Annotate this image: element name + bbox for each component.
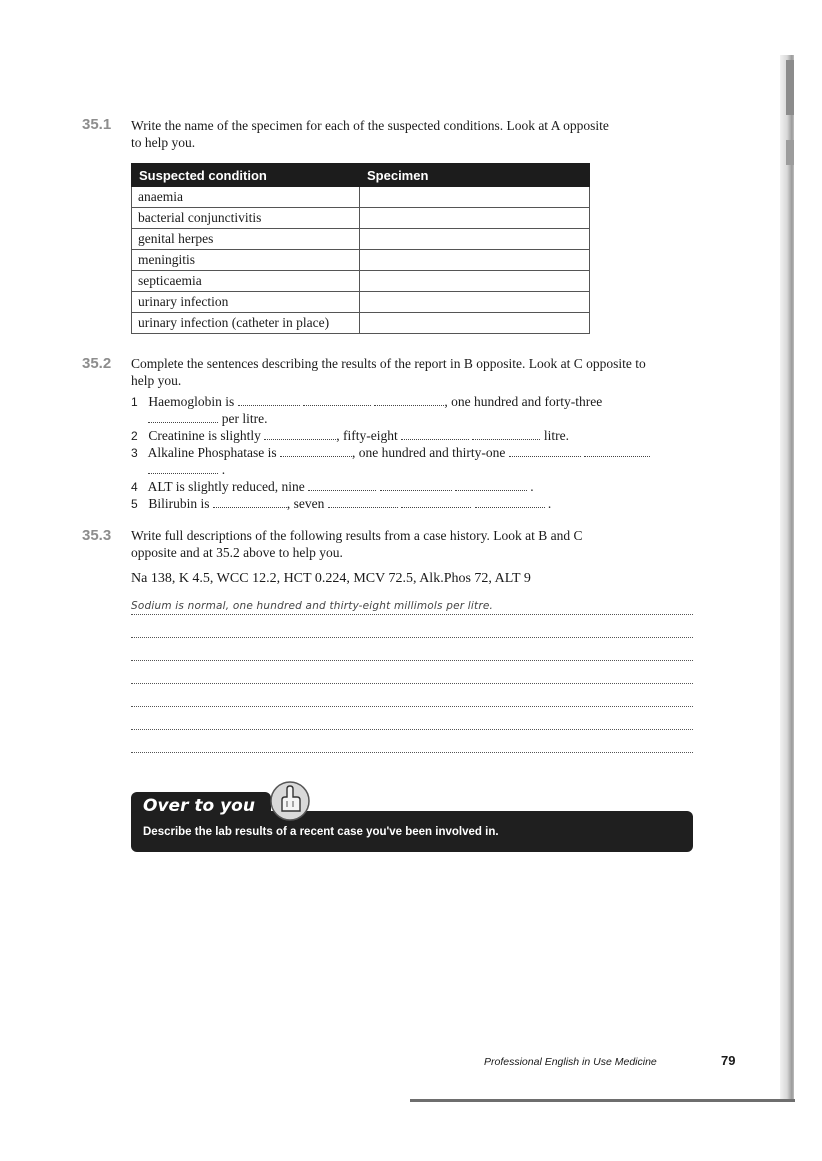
condition-cell: genital herpes — [132, 229, 360, 250]
condition-cell: anaemia — [132, 187, 360, 208]
exercise-instruction — [131, 355, 691, 389]
condition-cell: bacterial conjunctivitis — [132, 208, 360, 229]
sentence-text: litre. — [543, 428, 569, 443]
specimen-table — [131, 163, 590, 334]
instruction-line: Complete the sentences describing the results of the report in B opposite. Look at C opposite to — [131, 356, 646, 371]
condition-cell: urinary infection — [132, 292, 360, 313]
exercise-number: 35.2 — [82, 355, 112, 372]
condition-cell: urinary infection (catheter in place) — [132, 313, 360, 334]
sentence-3-cont — [131, 462, 225, 478]
answer-blank[interactable] — [401, 429, 469, 440]
table-row — [132, 292, 590, 313]
sentence-text: Haemoglobin is — [148, 394, 235, 409]
over-to-you-text: Describe the lab results of a recent case you've been involved in. — [143, 826, 499, 838]
sentence-number: 4 — [131, 480, 138, 494]
specimen-answer-cell[interactable] — [360, 208, 590, 229]
table-row — [132, 271, 590, 292]
answer-blank[interactable] — [308, 480, 376, 491]
sentence-1-cont — [131, 411, 267, 427]
answer-blank[interactable] — [401, 497, 471, 508]
table-row — [132, 250, 590, 271]
answer-line[interactable] — [131, 663, 693, 684]
answer-blank[interactable] — [509, 446, 581, 457]
sentence-text: Creatinine is slightly — [148, 428, 261, 443]
case-results: Na 138, K 4.5, WCC 12.2, HCT 0.224, MCV 72.5, Alk.Phos 72, ALT 9 — [131, 571, 531, 586]
column-header: Suspected condition — [132, 164, 360, 187]
exercise-number: 35.1 — [82, 116, 112, 133]
sentence-number: 3 — [131, 446, 138, 460]
exercise-number: 35.3 — [82, 527, 112, 544]
sentence-number: 1 — [131, 395, 138, 409]
answer-line[interactable] — [131, 617, 693, 638]
page-edge — [780, 55, 794, 1100]
table-header-row — [132, 164, 590, 187]
instruction-line: opposite and at 35.2 above to help you. — [131, 545, 343, 560]
answer-blank[interactable] — [380, 480, 452, 491]
sentence-5 — [131, 496, 551, 512]
table-row — [132, 313, 590, 334]
exercise-instruction — [131, 117, 691, 151]
pointing-hand-icon — [268, 780, 312, 822]
specimen-answer-cell[interactable] — [360, 187, 590, 208]
specimen-answer-cell[interactable] — [360, 292, 590, 313]
specimen-answer-cell[interactable] — [360, 250, 590, 271]
answer-line[interactable] — [131, 640, 693, 661]
page-number: 79 — [721, 1053, 736, 1068]
sentence-text: ALT is slightly reduced, nine — [147, 479, 305, 494]
table-row — [132, 187, 590, 208]
answer-line[interactable] — [131, 709, 693, 730]
answer-blank[interactable] — [475, 497, 545, 508]
over-to-you-title: Over to you — [143, 796, 255, 816]
answer-blank[interactable] — [472, 429, 540, 440]
answer-blank[interactable] — [455, 480, 527, 491]
answer-blank[interactable] — [264, 429, 336, 440]
sentence-text: Bilirubin is — [148, 496, 210, 511]
sentence-text: , one hundred and thirty-one — [352, 445, 506, 460]
column-header: Specimen — [360, 164, 590, 187]
answer-blank[interactable] — [374, 395, 444, 406]
sentence-text: Alkaline Phosphatase is — [147, 445, 277, 460]
instruction-line: help you. — [131, 373, 182, 388]
instruction-line: to help you. — [131, 135, 196, 150]
specimen-answer-cell[interactable] — [360, 313, 590, 334]
bottom-rule — [410, 1099, 795, 1102]
sentence-4 — [131, 479, 534, 495]
table-row — [132, 208, 590, 229]
exercise-instruction — [131, 527, 691, 561]
sentence-text: , one hundred and forty-three — [444, 394, 603, 409]
sentence-2 — [131, 428, 569, 444]
sentence-text: , seven — [286, 496, 325, 511]
table-row — [132, 229, 590, 250]
sentence-text: , fifty-eight — [336, 428, 398, 443]
sentence-3 — [131, 445, 650, 461]
answer-line[interactable] — [131, 686, 693, 707]
answer-blank[interactable] — [213, 497, 287, 508]
sentence-number: 5 — [131, 497, 138, 511]
instruction-line: Write the name of the specimen for each of the suspected conditions. Look at A opposite — [131, 118, 609, 133]
sentence-1 — [131, 394, 602, 410]
answer-blank[interactable] — [148, 412, 218, 423]
answer-blank[interactable] — [238, 395, 300, 406]
answer-line[interactable] — [131, 732, 693, 753]
specimen-answer-cell[interactable] — [360, 271, 590, 292]
sentence-text: . — [547, 496, 552, 511]
sentence-number: 2 — [131, 429, 138, 443]
page-edge-mark — [786, 60, 794, 115]
answer-blank[interactable] — [584, 446, 650, 457]
condition-cell: meningitis — [132, 250, 360, 271]
page-edge-mark — [786, 140, 794, 165]
instruction-line: Write full descriptions of the following results from a case history. Look at B and C — [131, 528, 583, 543]
answer-blank[interactable] — [148, 463, 218, 474]
answer-blank[interactable] — [303, 395, 371, 406]
example-answer: Sodium is normal, one hundred and thirty-eight millimols per litre. — [131, 600, 494, 612]
sentence-text: per litre. — [221, 411, 268, 426]
book-title: Professional English in Use Medicine — [484, 1056, 657, 1068]
answer-blank[interactable] — [328, 497, 398, 508]
specimen-answer-cell[interactable] — [360, 229, 590, 250]
sentence-text: . — [530, 479, 534, 494]
condition-cell: septicaemia — [132, 271, 360, 292]
sentence-text: . — [221, 462, 226, 477]
answer-blank[interactable] — [280, 446, 352, 457]
